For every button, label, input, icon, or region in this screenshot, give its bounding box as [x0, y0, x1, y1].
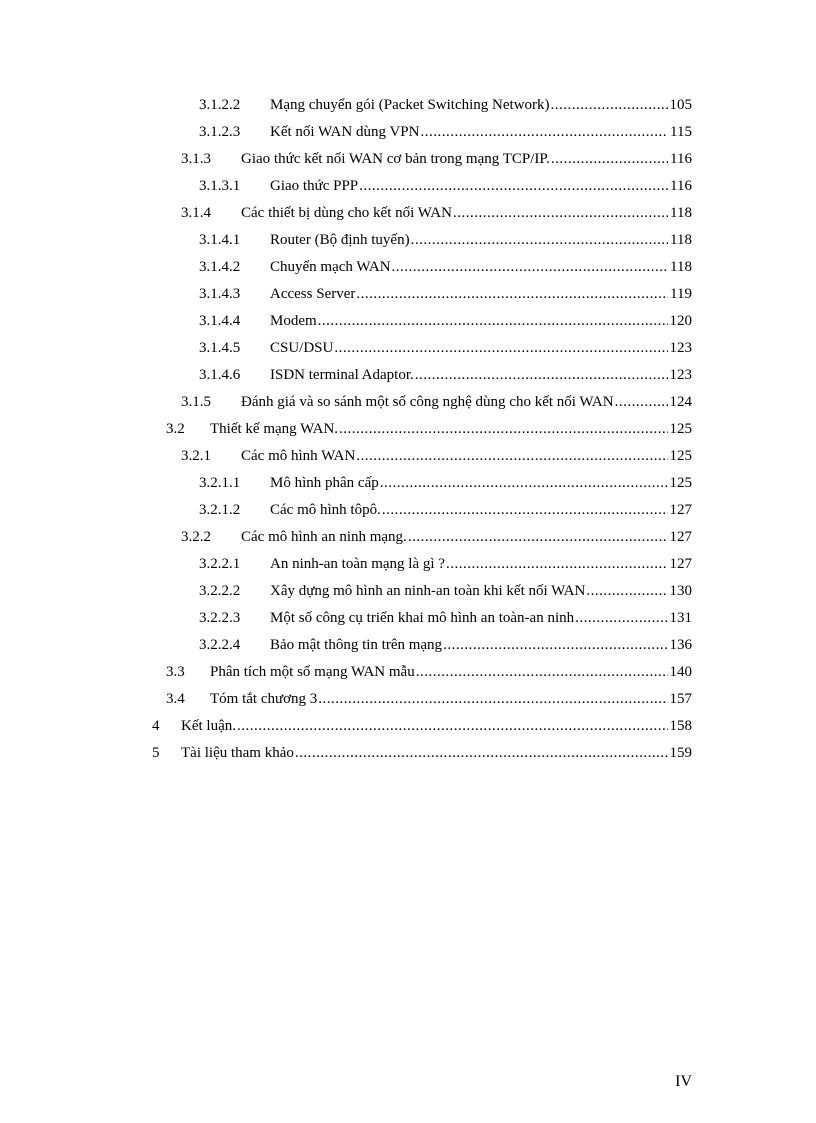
toc-list: [0, 92, 816, 767]
toc-entry-number: 3.1.3.1: [199, 178, 241, 194]
toc-entry-page: 136: [669, 637, 692, 653]
toc-entry[interactable]: [0, 443, 816, 470]
toc-entry[interactable]: [0, 470, 816, 497]
toc-entry-page: 125: [669, 421, 692, 437]
toc-entry[interactable]: [0, 686, 816, 713]
toc-entry-page: 125: [669, 448, 692, 464]
toc-entry-title: Access Server: [270, 286, 356, 302]
toc-entry-number: 3.1.4.1: [199, 232, 241, 248]
toc-entry-line: [241, 146, 692, 173]
toc-entry-title: Đánh giá và so sánh một số công nghệ dùng cho kết nối WAN: [241, 394, 614, 410]
toc-entry-line: [270, 470, 692, 497]
toc-entry-title: Mô hình phân cấp: [270, 475, 379, 491]
toc-entry-line: [210, 659, 692, 686]
toc-dot-leader: [237, 713, 668, 740]
toc-entry-number: 3.1.4.5: [199, 340, 241, 356]
toc-entry-number: 3.2.1.2: [199, 502, 241, 518]
toc-entry-line: [270, 335, 692, 362]
toc-dot-leader: [339, 416, 667, 443]
toc-entry-page: 127: [669, 529, 692, 545]
toc-entry-line: [270, 92, 692, 119]
table-of-contents: [0, 92, 816, 767]
toc-entry-page: 115: [670, 124, 692, 140]
toc-entry-line: [181, 713, 692, 740]
toc-entry-page: 157: [669, 691, 692, 707]
toc-entry-line: [210, 416, 692, 443]
toc-entry-number: 3.2.2.1: [199, 556, 241, 572]
toc-entry-number: 3.1.2.2: [199, 97, 241, 113]
toc-entry-line: [181, 740, 692, 767]
page-number: IV: [675, 1073, 692, 1090]
toc-entry-number: 3.2.1.1: [199, 475, 241, 491]
toc-entry-line: [241, 443, 692, 470]
toc-entry-page: 130: [669, 583, 692, 599]
toc-entry-page: 159: [669, 745, 692, 761]
toc-dot-leader: [615, 389, 668, 416]
toc-entry-line: [270, 551, 692, 578]
toc-entry[interactable]: [0, 659, 816, 686]
toc-entry-title: Bảo mật thông tin trên mạng: [270, 637, 443, 653]
toc-entry-page: 127: [669, 556, 692, 572]
toc-dot-leader: [551, 92, 668, 119]
toc-entry-line: [270, 308, 692, 335]
toc-dot-leader: [415, 362, 668, 389]
toc-entry-title: Router (Bộ định tuyến): [270, 232, 410, 248]
toc-entry-title: An ninh-an toàn mạng là gì ?: [270, 556, 445, 572]
toc-entry[interactable]: [0, 200, 816, 227]
toc-entry-page: 123: [669, 367, 692, 383]
toc-dot-leader: [446, 551, 668, 578]
toc-entry-page: 127: [669, 502, 692, 518]
toc-entry-line: [270, 497, 692, 524]
toc-entry-page: 118: [670, 232, 692, 248]
toc-entry-title: CSU/DSU: [270, 340, 334, 356]
toc-dot-leader: [318, 686, 667, 713]
toc-entry-number: 3.1.4.3: [199, 286, 241, 302]
toc-entry-line: [270, 362, 692, 389]
toc-entry-page: 124: [669, 394, 692, 410]
toc-entry-line: [270, 227, 692, 254]
toc-entry-number: 3.2.2.3: [199, 610, 241, 626]
toc-dot-leader: [359, 173, 668, 200]
toc-entry-title: Giao thức kết nối WAN cơ bản trong mạng TCP/IP.: [241, 151, 550, 167]
toc-entry-title: Các thiết bị dùng cho kết nối WAN: [241, 205, 452, 221]
toc-dot-leader: [575, 605, 667, 632]
toc-entry-page: 120: [669, 313, 692, 329]
toc-entry-number: 3.2.2.4: [199, 637, 241, 653]
toc-entry[interactable]: [0, 173, 816, 200]
toc-dot-leader: [382, 497, 668, 524]
toc-entry[interactable]: [0, 524, 816, 551]
toc-entry-line: [241, 389, 692, 416]
toc-entry-number: 3.1.4.6: [199, 367, 241, 383]
toc-entry[interactable]: [0, 416, 816, 443]
toc-entry-page: 123: [669, 340, 692, 356]
toc-entry-line: [210, 686, 692, 713]
toc-entry-title: Phân tích một số mạng WAN mẫu: [210, 664, 415, 680]
toc-entry-number: 3.3: [166, 664, 185, 680]
toc-dot-leader: [318, 308, 668, 335]
toc-dot-leader: [356, 281, 668, 308]
toc-entry-title: Một số công cụ triển khai mô hình an toàn-an ninh: [270, 610, 575, 626]
toc-entry-number: 4: [152, 718, 160, 734]
toc-entry[interactable]: [0, 713, 816, 740]
toc-dot-leader: [443, 632, 667, 659]
toc-entry[interactable]: [0, 227, 816, 254]
toc-entry-page: 140: [669, 664, 692, 680]
toc-entry-line: [270, 632, 692, 659]
toc-entry[interactable]: [0, 362, 816, 389]
toc-entry-page: 131: [669, 610, 692, 626]
toc-dot-leader: [408, 524, 668, 551]
toc-entry[interactable]: [0, 92, 816, 119]
toc-dot-leader: [551, 146, 668, 173]
toc-entry-number: 3.1.4.2: [199, 259, 241, 275]
toc-entry-number: 3.2.2: [181, 529, 211, 545]
toc-entry-title: Chuyển mạch WAN: [270, 259, 391, 275]
toc-entry[interactable]: [0, 335, 816, 362]
toc-entry-title: Tài liệu tham khảo: [181, 745, 294, 761]
toc-entry[interactable]: [0, 146, 816, 173]
toc-entry-page: 105: [669, 97, 692, 113]
toc-entry-title: Giao thức PPP: [270, 178, 359, 194]
toc-entry-page: 158: [669, 718, 692, 734]
toc-entry[interactable]: [0, 740, 816, 767]
toc-entry-title: ISDN terminal Adaptor.: [270, 367, 414, 383]
toc-dot-leader: [453, 200, 668, 227]
toc-dot-leader: [411, 227, 668, 254]
toc-entry-title: Thiết kế mạng WAN.: [210, 421, 339, 437]
toc-entry-title: Các mô hình WAN: [241, 448, 356, 464]
toc-entry-number: 3.4: [166, 691, 185, 707]
toc-dot-leader: [586, 578, 667, 605]
toc-entry-page: 118: [670, 259, 692, 275]
toc-entry-line: [270, 605, 692, 632]
toc-entry-number: 3.2.2.2: [199, 583, 241, 599]
toc-entry-title: Modem: [270, 313, 317, 329]
toc-entry[interactable]: [0, 308, 816, 335]
toc-dot-leader: [295, 740, 668, 767]
toc-entry-page: 118: [670, 205, 692, 221]
toc-entry-title: Xây dựng mô hình an ninh-an toàn khi kết nối WAN: [270, 583, 586, 599]
toc-dot-leader: [392, 254, 669, 281]
toc-entry[interactable]: [0, 605, 816, 632]
toc-entry-page: 116: [670, 151, 692, 167]
toc-entry-line: [270, 173, 692, 200]
toc-entry-number: 3.1.2.3: [199, 124, 241, 140]
toc-dot-leader: [356, 443, 667, 470]
toc-entry-line: [241, 200, 692, 227]
toc-entry-title: Kết nối WAN dùng VPN: [270, 124, 420, 140]
toc-entry-line: [270, 119, 692, 146]
toc-entry-title: Kết luận.: [181, 718, 236, 734]
toc-entry-number: 3.1.4.4: [199, 313, 241, 329]
toc-entry-number: 3.1.3: [181, 151, 211, 167]
toc-dot-leader: [380, 470, 668, 497]
toc-dot-leader: [420, 119, 668, 146]
toc-entry[interactable]: [0, 578, 816, 605]
toc-entry-page: 116: [670, 178, 692, 194]
toc-entry[interactable]: [0, 281, 816, 308]
toc-entry[interactable]: [0, 632, 816, 659]
toc-entry-title: Mạng chuyển gói (Packet Switching Network): [270, 97, 550, 113]
toc-entry-line: [270, 281, 692, 308]
toc-entry-line: [270, 254, 692, 281]
toc-entry-title: Tóm tắt chương 3: [210, 691, 318, 707]
toc-dot-leader: [334, 335, 667, 362]
toc-entry-number: 3.1.5: [181, 394, 211, 410]
toc-entry-number: 3.2: [166, 421, 185, 437]
toc-entry-line: [241, 524, 692, 551]
toc-entry[interactable]: [0, 254, 816, 281]
toc-entry-page: 125: [669, 475, 692, 491]
toc-entry[interactable]: [0, 497, 816, 524]
toc-entry[interactable]: [0, 389, 816, 416]
toc-entry-title: Các mô hình tôpô.: [270, 502, 381, 518]
toc-entry[interactable]: [0, 551, 816, 578]
toc-entry-number: 3.1.4: [181, 205, 211, 221]
toc-entry-number: 5: [152, 745, 160, 761]
toc-entry-number: 3.2.1: [181, 448, 211, 464]
toc-entry-title: Các mô hình an ninh mạng.: [241, 529, 407, 545]
toc-entry[interactable]: [0, 119, 816, 146]
toc-entry-page: 119: [670, 286, 692, 302]
toc-dot-leader: [416, 659, 668, 686]
toc-entry-line: [270, 578, 692, 605]
